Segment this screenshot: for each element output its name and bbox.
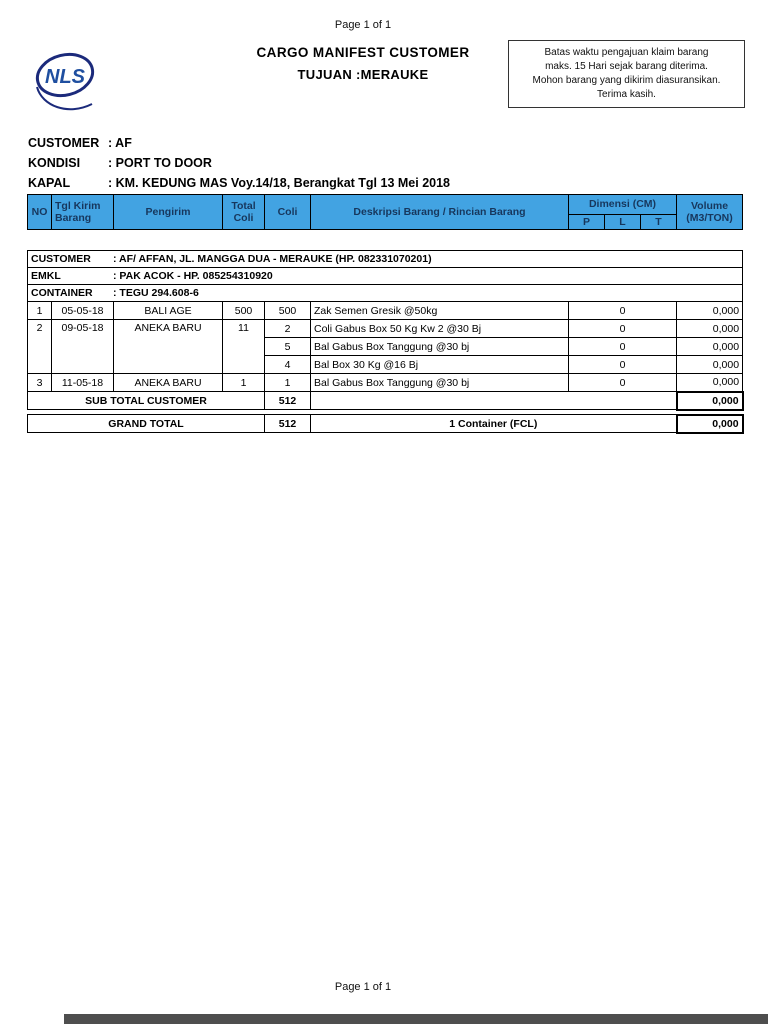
cell-no: 3 [28,374,52,392]
grandtotal-label: GRAND TOTAL [28,415,265,433]
cell-dimensi: 0 [569,302,677,320]
cell-volume: 0,000 [677,320,743,338]
cell-sender: ANEKA BARU [114,320,223,374]
col-header-l: L [605,215,641,230]
meta-row-emkl [28,268,743,285]
grand-total-table [27,414,744,434]
col-header-p: P [569,215,605,230]
manifest-table-header [27,194,743,230]
notice-line: Batas waktu pengajuan klaim barang [544,47,709,58]
meta-container-cell [28,285,743,302]
col-header-deskripsi: Deskripsi Barang / Rincian Barang [311,195,569,230]
meta-emkl-value: : PAK ACOK - HP. 085254310920 [113,270,273,282]
meta-row-container [28,285,743,302]
subtotal-empty [311,392,677,410]
subtotal-coli: 512 [265,392,311,410]
document-subtitle: TUJUAN :MERAUKE [297,67,429,82]
col-header-volume: Volume (M3/TON) [677,195,743,230]
cell-no: 2 [28,320,52,374]
info-kondisi [28,153,450,173]
cell-coli: 5 [265,338,311,356]
subtotal-volume: 0,000 [677,392,743,410]
cell-volume: 0,000 [677,374,743,392]
table-row [28,320,743,338]
grandtotal-row [28,415,743,433]
col-header-no: NO [28,195,52,230]
info-customer-value: : AF [108,136,132,150]
cell-dimensi: 0 [569,320,677,338]
grandtotal-desc: 1 Container (FCL) [311,415,677,433]
cell-sender: ANEKA BARU [114,374,223,392]
meta-emkl-label: EMKL [31,270,61,282]
cell-coli: 1 [265,374,311,392]
info-customer-label: CUSTOMER [28,136,100,150]
info-kapal-label: KAPAL [28,176,71,190]
cell-coli: 500 [265,302,311,320]
meta-container-value: : TEGU 294.608-6 [113,287,199,299]
table-row [28,302,743,320]
cell-desc: Bal Gabus Box Tanggung @30 bj [311,338,569,356]
cell-dimensi: 0 [569,374,677,392]
subtotal-label: SUB TOTAL CUSTOMER [28,392,265,410]
cell-volume: 0,000 [677,356,743,374]
info-kondisi-label: KONDISI [28,156,81,170]
cell-dimensi: 0 [569,356,677,374]
cell-total-coli: 1 [223,374,265,392]
cell-desc: Bal Gabus Box Tanggung @30 bj [311,374,569,392]
cell-dimensi: 0 [569,338,677,356]
cell-sender: BALI AGE [114,302,223,320]
page-indicator-top: Page 1 of 1 [334,19,392,31]
info-kapal-value: : KM. KEDUNG MAS Voy.14/18, Berangkat Tgl 13 Mei 2018 [108,176,450,190]
cell-date: 11-05-18 [52,374,114,392]
notice-line: maks. 15 Hari sejak barang diterima. [545,61,708,72]
cell-date: 05-05-18 [52,302,114,320]
cell-coli: 4 [265,356,311,374]
grandtotal-coli: 512 [265,415,311,433]
logo-text: NLS [45,66,85,88]
notice-line: Terima kasih. [597,89,656,100]
cell-total-coli: 11 [223,320,265,374]
col-header-dimensi: Dimensi (CM) [569,195,677,215]
meta-customer-label: CUSTOMER [31,253,91,265]
grandtotal-volume: 0,000 [677,415,743,433]
col-header-t: T [641,215,677,230]
col-header-total-coli: Total Coli [223,195,265,230]
cell-volume: 0,000 [677,302,743,320]
cell-desc: Zak Semen Gresik @50kg [311,302,569,320]
info-customer [28,133,450,153]
cell-date: 09-05-18 [52,320,114,374]
subtotal-row [28,392,743,410]
col-header-tgl-kirim: Tgl Kirim Barang [52,195,114,230]
cell-desc: Coli Gabus Box 50 Kg Kw 2 @30 Bj [311,320,569,338]
manifest-table-body [27,250,744,434]
info-kondisi-value: : PORT TO DOOR [108,156,212,170]
cell-no: 1 [28,302,52,320]
meta-row-customer [28,251,743,268]
meta-container-label: CONTAINER [31,287,93,299]
meta-customer-value: : AF/ AFFAN, JL. MANGGA DUA - MERAUKE (HP. 082331070201) [113,253,432,265]
notice-line: Mohon barang yang dikirim diasuransikan. [532,75,721,86]
table-row [28,374,743,392]
document-title: CARGO MANIFEST CUSTOMER [256,45,470,60]
cell-volume: 0,000 [677,338,743,356]
col-header-coli: Coli [265,195,311,230]
page-indicator-bottom: Page 1 of 1 [334,981,392,993]
col-header-pengirim: Pengirim [114,195,223,230]
shipment-info [28,133,450,193]
meta-customer-cell [28,251,743,268]
claim-notice-box [508,40,745,108]
manifest-data-table [27,250,744,411]
cell-total-coli: 500 [223,302,265,320]
cell-desc: Bal Box 30 Kg @16 Bj [311,356,569,374]
viewer-bottom-bar [64,1014,768,1024]
cell-coli: 2 [265,320,311,338]
info-kapal [28,173,450,193]
meta-emkl-cell [28,268,743,285]
